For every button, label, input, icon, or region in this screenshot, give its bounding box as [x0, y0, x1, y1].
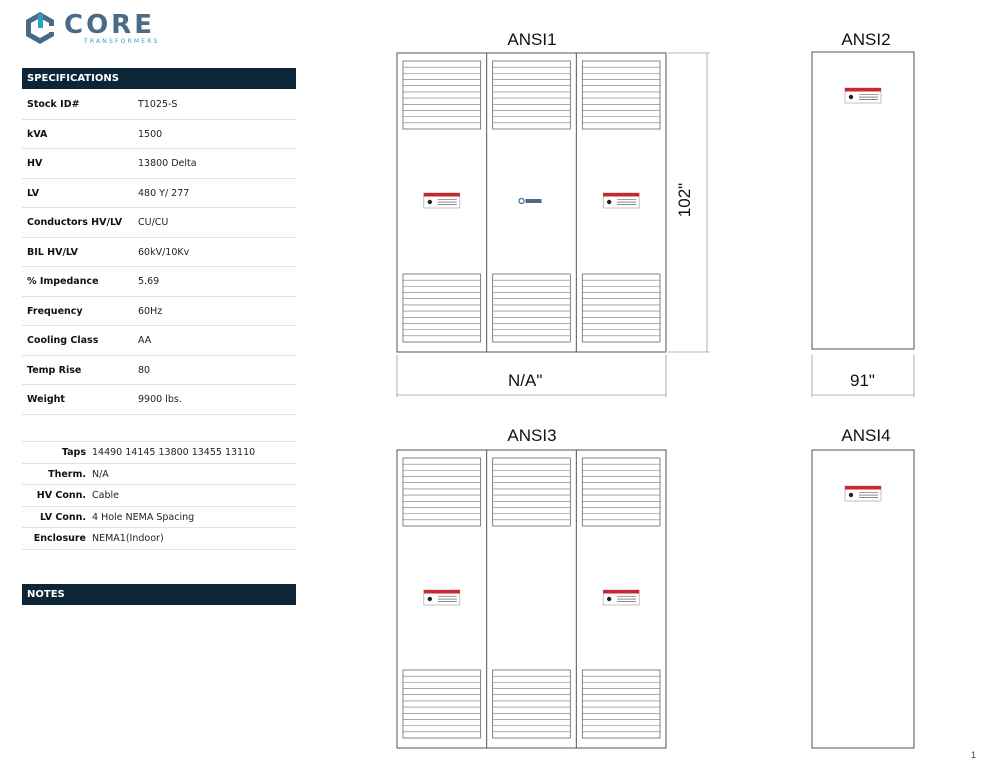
spec-label: Temp Rise — [27, 364, 82, 376]
spec-value: 480 Y/ 277 — [138, 187, 190, 199]
spec-label: Stock ID# — [27, 99, 80, 110]
spec-label: Conductors HV/LV — [27, 217, 123, 228]
warning-label-stripe — [603, 193, 639, 197]
ansi1-height-dimension: 102" — [675, 182, 695, 218]
page-number: 1 — [970, 750, 976, 760]
notes-header: NOTES — [22, 584, 296, 605]
warning-label-symbol — [607, 200, 611, 204]
detail-label: Therm. — [48, 468, 86, 480]
detail-label: HV Conn. — [36, 490, 86, 501]
warning-label-symbol — [849, 493, 853, 497]
spec-value: T1025-S — [138, 99, 178, 110]
spec-value: 1500 — [138, 128, 163, 140]
detail-value: NEMA1(Indoor) — [92, 533, 164, 544]
warning-label-symbol — [428, 597, 432, 601]
detail-value: 14490 14145 13800 13455 13110 — [92, 447, 256, 458]
detail-value: Cable — [92, 490, 119, 501]
spec-label: % Impedance — [27, 276, 99, 287]
detail-label: Taps — [61, 447, 86, 458]
spec-value: 80 — [138, 364, 151, 376]
ansi3-title: ANSI3 — [507, 426, 557, 445]
spec-value: 60kV/10Kv — [138, 246, 190, 258]
warning-label-symbol — [428, 200, 432, 204]
spec-value: CU/CU — [138, 217, 169, 228]
warning-label-stripe — [603, 590, 639, 594]
spec-value: 5.69 — [138, 276, 160, 287]
spec-value: AA — [138, 335, 152, 346]
detail-label: Enclosure — [33, 533, 86, 544]
logo-wordmark: CORE — [64, 10, 155, 40]
warning-label-stripe — [424, 590, 460, 594]
detail-value: N/A — [92, 468, 109, 480]
warning-label-stripe — [845, 486, 881, 490]
spec-value: 60Hz — [138, 305, 163, 317]
spec-value: 9900 lbs. — [138, 394, 182, 405]
logo-tagline: TRANSFORMERS — [84, 38, 160, 45]
spec-label: HV — [27, 158, 43, 169]
ansi1-title: ANSI1 — [507, 30, 557, 49]
specifications-header: SPECIFICATIONS — [22, 68, 296, 89]
spec-label: LV — [27, 187, 40, 199]
small-logo-wordmark — [526, 199, 542, 203]
detail-label: LV Conn. — [39, 511, 86, 523]
ansi2-depth-dimension: 91" — [850, 371, 875, 390]
spec-label: Frequency — [27, 305, 83, 317]
spec-label: BIL HV/LV — [27, 246, 79, 258]
detail-value: 4 Hole NEMA Spacing — [92, 511, 195, 523]
warning-label-stripe — [424, 193, 460, 197]
warning-label-symbol — [849, 95, 853, 99]
ansi4-title: ANSI4 — [841, 426, 891, 445]
ansi1-width-dimension: N/A" — [508, 371, 543, 390]
warning-label-symbol — [607, 597, 611, 601]
spec-label: Weight — [27, 394, 65, 405]
ansi2-title: ANSI2 — [841, 30, 891, 49]
warning-label-stripe — [845, 88, 881, 92]
spec-label: kVA — [27, 128, 48, 140]
spec-label: Cooling Class — [27, 335, 99, 346]
spec-value: 13800 Delta — [138, 158, 197, 169]
